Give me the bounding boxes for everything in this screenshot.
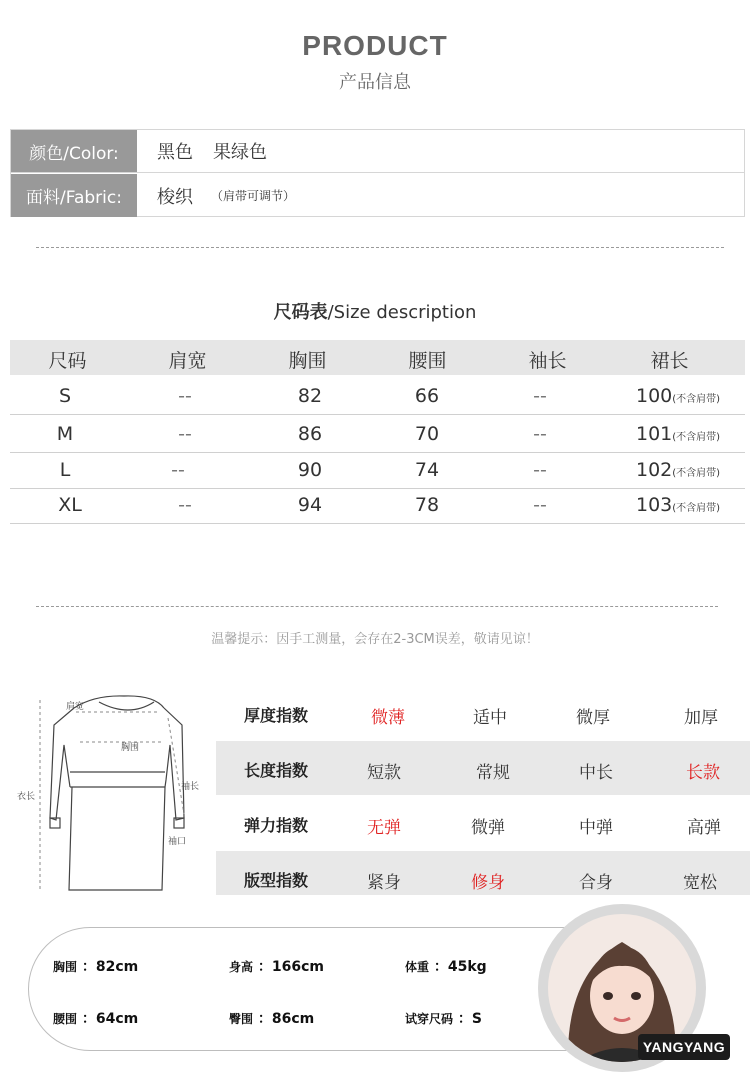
fabric-label: 面料/Fabric: [11, 174, 137, 217]
cell-shoulder: -- [178, 385, 192, 407]
fit-option: 合身 [579, 873, 613, 893]
cell-chest: 86 [297, 423, 323, 445]
thickness-label: 厚度指数 [243, 706, 308, 725]
elasticity-option: 无弹 [367, 818, 401, 838]
fabric-value: 梭织 [157, 186, 193, 208]
cell-shoulder: -- [178, 494, 192, 516]
elasticity-option: 高弹 [687, 818, 721, 838]
elasticity-index-row [216, 802, 750, 844]
cell-chest: 94 [297, 494, 323, 516]
cell-length: 103(不含肩带) [636, 494, 721, 516]
size-table-title: 尺码表/Size description [273, 302, 477, 323]
fabric-value-wrap [157, 174, 295, 217]
cell-size: L [59, 459, 71, 481]
fit-option: 宽松 [683, 873, 717, 893]
cell-length: 102(不含肩带) [636, 459, 721, 481]
model-hip: 臀围 ：86cm [229, 1011, 315, 1027]
cell-waist: 78 [414, 494, 440, 516]
cell-sleeve: -- [533, 385, 547, 407]
cell-sleeve: -- [533, 423, 547, 445]
header-length: 裙长 [650, 350, 689, 372]
product-info-table [10, 129, 745, 217]
color-label: 颜色/Color: [11, 130, 137, 172]
header-shoulder: 肩宽 [168, 350, 207, 372]
diagram-label-chest: 胸围 [121, 743, 140, 753]
header-sleeve: 袖长 [528, 350, 567, 372]
cell-size: S [58, 385, 72, 407]
cell-length: 101(不含肩带) [636, 423, 721, 445]
thickness-index-row [216, 692, 750, 734]
color-row [11, 130, 744, 173]
cell-chest: 82 [297, 385, 323, 407]
product-title: PRODUCT [302, 30, 448, 61]
model-trial-size: 试穿尺码 ：S [405, 1011, 482, 1027]
cell-size: XL [58, 494, 82, 516]
color-value-1: 黑色 [157, 142, 193, 163]
size-table-header [10, 340, 745, 375]
model-chest: 胸围 ：82cm [53, 959, 139, 975]
thickness-option: 适中 [473, 708, 507, 728]
thickness-option: 微厚 [576, 708, 610, 728]
model-waist: 腰围 ：64cm [53, 1011, 139, 1027]
cell-sleeve: -- [533, 494, 547, 516]
fit-option: 紧身 [367, 873, 401, 893]
length-option: 中长 [579, 763, 613, 783]
elasticity-option: 微弹 [471, 818, 505, 838]
dress-diagram [14, 690, 204, 900]
model-name-tag: YANGYANG [638, 1034, 730, 1060]
table-row [10, 416, 745, 453]
cell-length: 100(不含肩带) [636, 385, 721, 407]
diagram-label-shoulder: 肩宽 [66, 702, 85, 712]
table-row [10, 487, 745, 524]
table-row [10, 378, 745, 415]
diagram-label-cuff: 袖口 [168, 837, 187, 847]
model-weight: 体重 ：45kg [405, 959, 487, 975]
length-option: 常规 [476, 763, 510, 783]
fit-label: 版型指数 [243, 871, 308, 890]
elasticity-label: 弹力指数 [243, 816, 308, 835]
cell-waist: 66 [414, 385, 440, 407]
fabric-row [11, 174, 744, 217]
dress-outline [50, 696, 187, 890]
fit-index-row [216, 851, 750, 895]
cell-waist: 74 [414, 459, 440, 481]
divider-1 [36, 247, 724, 248]
cell-size: M [56, 423, 74, 445]
color-values [157, 130, 267, 172]
length-option: 长款 [686, 763, 720, 783]
fabric-note: （肩带可调节） [211, 189, 296, 203]
cell-shoulder: -- [171, 459, 185, 481]
color-value-2: 果绿色 [213, 142, 267, 163]
cell-waist: 70 [414, 423, 440, 445]
measurement-tip: 温馨提示：因手工测量，会存在2-3CM误差，敬请见谅！ [211, 632, 539, 647]
header-waist: 腰围 [408, 350, 447, 372]
product-subtitle: 产品信息 [339, 72, 411, 93]
table-row [10, 452, 745, 489]
header-chest: 胸围 [288, 350, 327, 372]
length-option: 短款 [367, 763, 401, 783]
model-height: 身高 ：166cm [229, 959, 325, 975]
diagram-label-length: 衣长 [17, 792, 36, 802]
divider-2 [36, 606, 718, 607]
cell-chest: 90 [297, 459, 323, 481]
thickness-option: 加厚 [684, 708, 718, 728]
length-index-row [216, 741, 750, 795]
fit-option: 修身 [471, 873, 505, 893]
diagram-label-sleeve: 袖长 [181, 782, 200, 792]
thickness-option: 微薄 [371, 708, 405, 728]
length-label: 长度指数 [243, 761, 308, 780]
cell-shoulder: -- [178, 423, 192, 445]
header-size: 尺码 [48, 350, 87, 372]
cell-sleeve: -- [533, 459, 547, 481]
elasticity-option: 中弹 [579, 818, 613, 838]
